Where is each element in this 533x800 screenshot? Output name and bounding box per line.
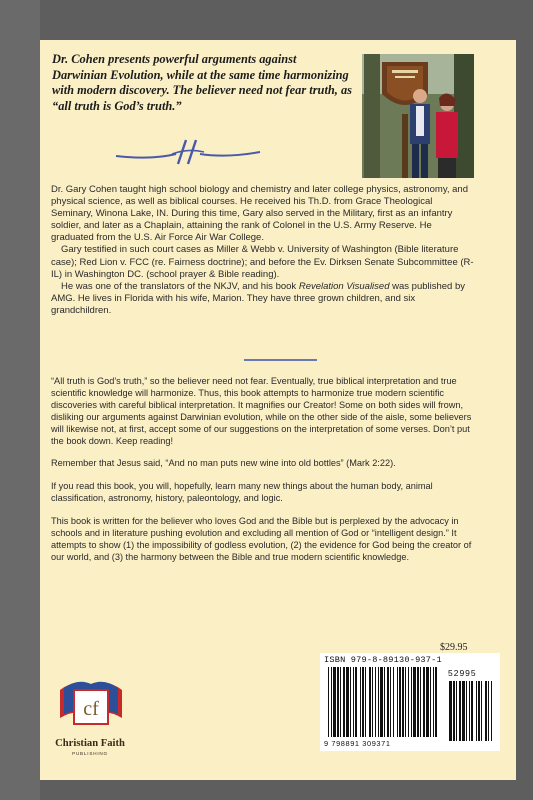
publisher-logo (56, 664, 126, 738)
book-title: Revelation Visualised (298, 280, 390, 292)
description-paragraph: This book is written for the believer who loves God and the Bible but is perplexed by the advocacy in schools and in literature pushing evolution and excluding all mention of God or “intelligent design.” It attempts to show (1) the impossibility of godless evolution, (2) the evidence for God being the creator of our world, and (3) the harmony between the Bible and true modern scientific knowledge. (51, 516, 472, 562)
description-paragraph: “All truth is God’s truth,” so the believer need not fear. Eventually, true biblical interpretation and true scientific knowledge will harmonize. Thus, this book attempts to harmonize true modern scientific discoveries with careful biblical interpretation. It magnifies our Creator! Some on both sides will frown, disliking our arguments against Darwinian evolution, while on the other side of the aisle, some believers will likewise not, at first, accept some of our suggestions on the interpretation of some verses. Don’t put the book down. Keep reading! (51, 376, 472, 446)
section-divider (244, 359, 317, 361)
ean-number: 9 798891 309371 (324, 739, 391, 748)
author-photo (362, 54, 474, 178)
author-bio (51, 184, 475, 317)
logo-letters: cf (83, 698, 99, 720)
bio-text: was published by AMG. He lives in Florida with his wife, Marion. They have three grown children, and six grandchildren. (51, 280, 466, 316)
tagline: Dr. Cohen presents powerful arguments against Darwinian Evolution, while at the same time harmonizing with modern discovery. The believer need not fear truth, as “all truth is God’s truth.” (52, 52, 352, 113)
bio-paragraph: Dr. Gary Cohen taught high school biology and chemistry and later college physics, astronomy, and physical science, as well as biblical courses. He received his Th.D. from Grace Theological Seminary, Winona Lake, IN. During this time, Gary also served in the Military, first as an infantry soldier, and later as a Chaplain, attaining the rank of Colonel in the U.S. Army Reserve. He graduated from the U.S. Air Force Air War College. (51, 184, 468, 244)
isbn-text: ISBN 979-8-89130-937-1 (324, 655, 442, 665)
publisher-subtitle: PUBLISHING (72, 751, 108, 756)
bio-text: He was one of the translators of the NKJV, and his book (61, 280, 299, 292)
description-paragraph: If you read this book, you will, hopefully, learn many new things about the human body, animal classification, astronomy, history, paleontology, and logic. (51, 481, 433, 504)
price-addon-code: 52995 (448, 668, 477, 678)
book-description (51, 376, 475, 575)
price: $29.95 (440, 642, 468, 653)
bio-paragraph (51, 281, 475, 317)
bio-paragraph: Gary testified in such court cases as Miller & Webb v. University of Washington (Bible literature case); Red Lion v. FCC (re. Fairness doctrine); and before the Ev. Dirksen Senate Subcommittee (R-IL) in Washington DC. (school prayer & Bible reading). (51, 244, 474, 280)
description-paragraph: Remember that Jesus said, “And no man puts new wine into old bottles” (Mark 2:22). (51, 458, 396, 469)
publisher-name: Christian Faith (55, 738, 125, 749)
decorative-flourish (112, 136, 264, 166)
